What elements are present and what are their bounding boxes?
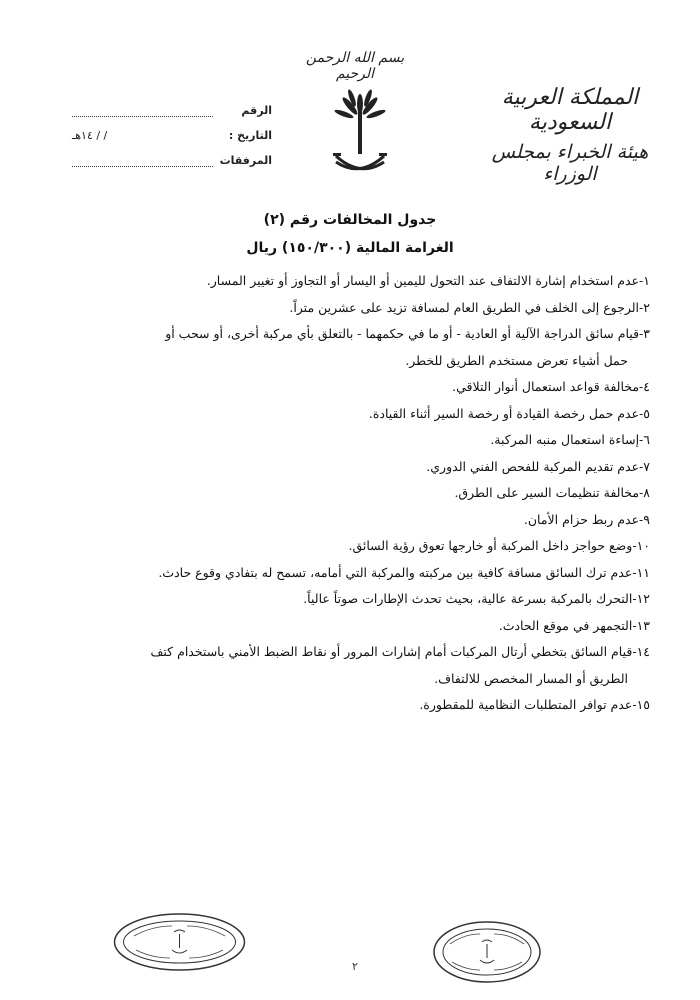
list-item: ٤-مخالفة قواعد استعمال أنوار التلاقي.	[452, 379, 650, 394]
fine-amount: الغرامة المالية (١٥٠/٣٠٠) ريال	[246, 240, 454, 256]
saudi-emblem-icon	[330, 82, 390, 182]
basmala-calligraphy: بسم الله الرحمن الرحيم	[305, 50, 405, 82]
list-item: ٥-عدم حمل رخصة القيادة أو رخصة السير أثناء القيادة.	[368, 405, 650, 421]
list-item: ٢-الرجوع إلى الخلف في الطريق العام لمسافة تزيد على عشرين متراً.	[289, 299, 650, 315]
list-item: ١-عدم استخدام إشارة الالتفاف عند التحول لليمين أو اليسار أو التجاوز أو تغيير المسار.	[206, 273, 650, 288]
date-row	[72, 117, 272, 142]
violations-list	[30, 268, 650, 719]
list-item: ٩-عدم ربط حزام الأمان.	[523, 511, 650, 527]
list-item: ٧-عدم تقديم المركبة للفحص الفني الدوري.	[426, 458, 650, 474]
attachments-row	[72, 142, 272, 167]
list-item: ٦-إساءة استعمال منبه المركبة.	[490, 432, 650, 447]
attachments-label: المرفقات	[219, 154, 272, 167]
list-item: ١٠-وضع حواجز داخل المركبة أو خارجها تعوق رؤية السائق.	[348, 538, 650, 553]
date-value: / / ١٤هـ	[72, 129, 108, 142]
date-label: التاريخ :	[228, 129, 272, 142]
ref-label: الرقم	[241, 104, 272, 117]
org-agency: هيئة الخبراء بمجلس الوزراء	[491, 141, 649, 185]
list-item: ١١-عدم ترك السائق مسافة كافية بين مركبته والمركبة التي أمامه، تسمح له بتفادي وقوع حادث.	[158, 564, 650, 580]
list-item: ١٥-عدم توافر المتطلبات النظامية للمقطورة.	[419, 697, 650, 712]
org-country: المملكة العربية السعودية	[501, 85, 639, 135]
attachments-line	[72, 154, 213, 167]
ref-line	[72, 104, 213, 117]
official-seal-right-icon	[432, 920, 542, 984]
document-title: جدول المخالفات رقم (٢)	[263, 212, 437, 228]
official-seal-left-icon	[112, 912, 247, 972]
list-item: ١٣-التجمهر في موقع الحادث.	[498, 617, 650, 633]
page-number: ٢	[352, 960, 358, 973]
document-metadata	[72, 92, 272, 167]
list-item: ٣-قيام سائق الدراجة الآلية أو العادية - أو ما في حكمهما - بالتعلق بأي مركبة أخرى، أو سحب أو حمل أشياء تعرض مستخدم الطريق للخطر.	[165, 326, 650, 368]
list-item: ١٤-قيام السائق بتخطي أرتال المركبات أمام إشارات المرور أو نقاط الضبط الأمني باستخدام كتف الطريق أو المسار المخصص للالتفاف.	[150, 644, 650, 686]
list-item: ١٢-التحرك بالمركبة بسرعة عالية، بحيث تحدث الإطارات صوتاً عالياً.	[303, 591, 650, 606]
ref-row	[72, 92, 272, 117]
organization-header	[470, 85, 670, 185]
list-item: ٨-مخالفة تنظيمات السير على الطرق.	[454, 485, 650, 500]
